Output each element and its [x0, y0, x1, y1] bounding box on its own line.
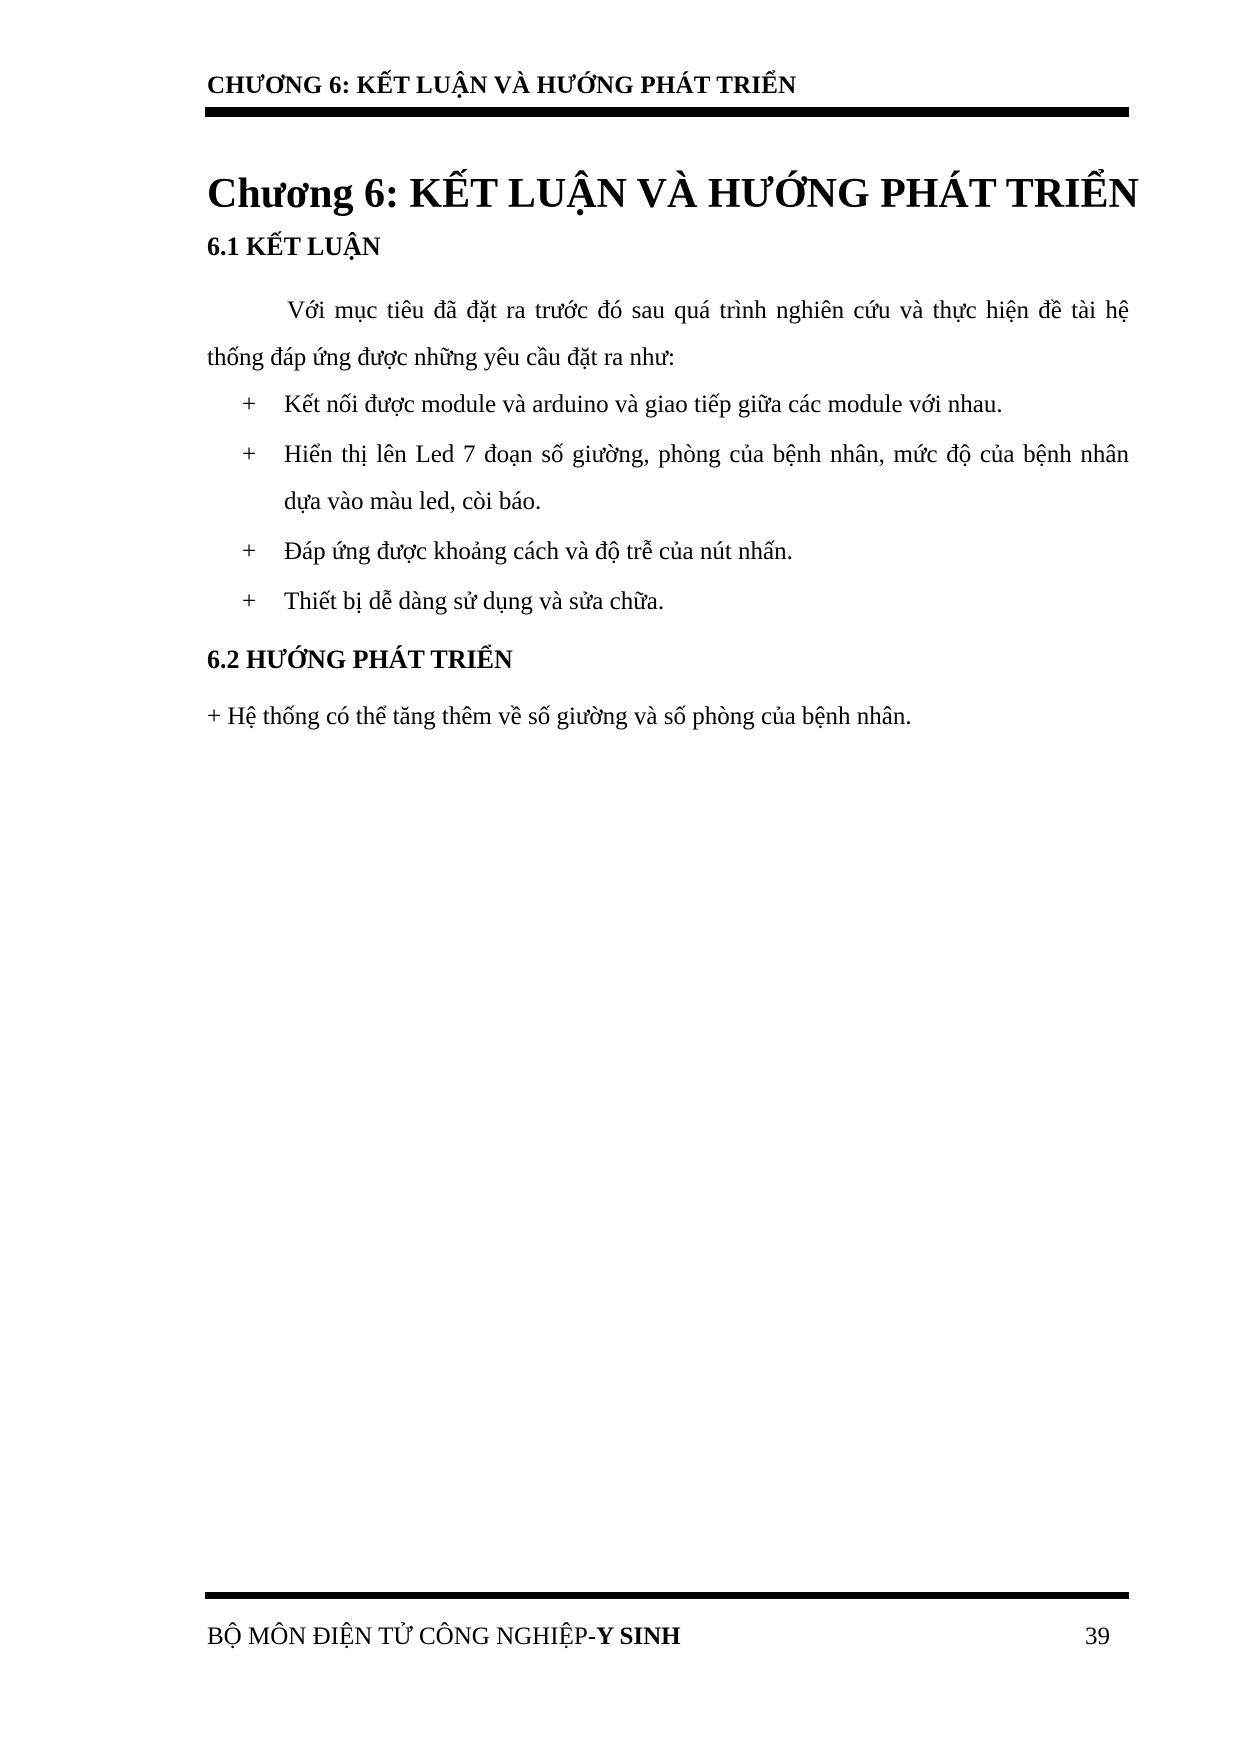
- conclusion-intro-paragraph: Với mục tiêu đã đặt ra trước đó sau quá trình nghiên cứu và thực hiện đề tài hệ thống đáp ứng được những yêu cầu đặt ra như:: [207, 297, 1129, 371]
- list-item: [207, 381, 1129, 428]
- list-item: [207, 528, 1129, 575]
- bullet-marker: +: [242, 441, 257, 468]
- footer-department: [207, 1623, 681, 1651]
- footer-rule: [205, 1592, 1129, 1599]
- bullet-marker: +: [242, 391, 257, 418]
- header-rule: [205, 107, 1129, 117]
- chapter-title: Chương 6: KẾT LUẬN VÀ HƯỚNG PHÁT TRIỂN: [207, 171, 1139, 217]
- running-header: CHƯƠNG 6: KẾT LUẬN VÀ HƯỚNG PHÁT TRIỂN: [207, 72, 797, 99]
- section-heading-conclusion: 6.1 KẾT LUẬN: [207, 232, 381, 261]
- footer-department-bold: Y SINH: [596, 1623, 681, 1650]
- list-item-text: Đáp ứng được khoảng cách và độ trễ của nút nhấn.: [284, 538, 793, 565]
- section-heading-development: 6.2 HƯỚNG PHÁT TRIỂN: [207, 645, 513, 674]
- bullet-marker: +: [242, 538, 257, 565]
- list-item-text: Hiển thị lên Led 7 đoạn số giường, phòng của bệnh nhân, mức độ của bệnh nhân dựa vào màu led, còi báo.: [284, 441, 1129, 515]
- list-item: [207, 578, 1129, 625]
- footer-department-regular: BỘ MÔN ĐIỆN TỬ CÔNG NGHIỆP-: [207, 1623, 597, 1650]
- development-text: + Hệ thống có thể tăng thêm về số giường và số phòng của bệnh nhân.: [207, 703, 912, 730]
- list-item-text: Kết nối được module và arduino và giao tiếp giữa các module với nhau.: [284, 391, 1003, 418]
- page-number: 39: [1085, 1623, 1110, 1650]
- conclusion-bullet-list: [207, 381, 1129, 628]
- bullet-marker: +: [242, 588, 257, 615]
- list-item: [207, 431, 1129, 525]
- list-item-text: Thiết bị dễ dàng sử dụng và sửa chữa.: [284, 588, 665, 615]
